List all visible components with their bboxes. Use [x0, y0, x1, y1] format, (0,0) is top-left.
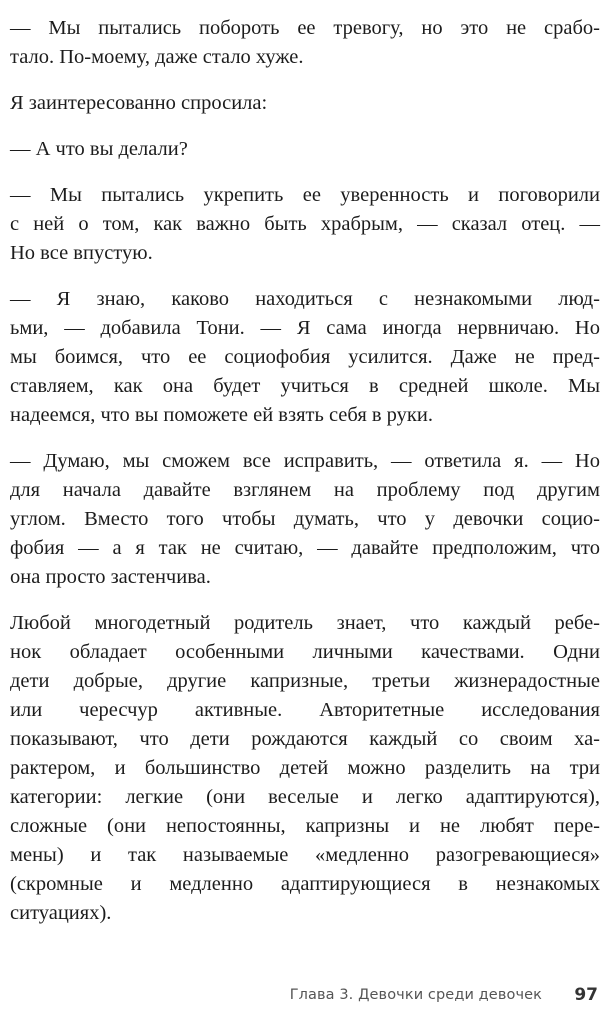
- text-line: — А что вы делали?: [10, 138, 188, 160]
- text-line: ситуациях).: [10, 902, 112, 924]
- text-line: категории: легкие (они веселые и легко адаптируются),: [10, 786, 600, 808]
- running-footer-chapter: Глава 3. Девочки среди девочек: [289, 987, 542, 1003]
- text-line: тало. По-моему, даже стало хуже.: [10, 46, 304, 68]
- paragraph: [10, 609, 600, 928]
- text-line: (скромные и медленно адаптирующиеся в незнакомых: [10, 873, 600, 895]
- text-line: — Я знаю, каково находиться с незнакомыми люд-: [10, 288, 600, 310]
- text-line: мены) и так называемые «медленно разогревающиеся»: [10, 844, 600, 866]
- text-line: нок обладает особенными личными качествами. Одни: [10, 641, 600, 663]
- text-line: Но все впустую.: [10, 242, 153, 264]
- text-line: Я заинтересованно спросила:: [10, 92, 268, 114]
- text-line: показывают, что дети рождаются каждый со своим ха-: [10, 728, 600, 750]
- paragraph: [10, 14, 600, 72]
- page-number: 97: [574, 985, 598, 1005]
- text-line: рактером, и большинство детей можно разделить на три: [10, 757, 600, 779]
- page-footer: [0, 985, 600, 1009]
- paragraph: [10, 135, 600, 164]
- text-line: дети добрые, другие капризные, третьи жизнерадостные: [10, 670, 600, 692]
- text-line: ьми, — добавила Тони. — Я сама иногда нервничаю. Но: [10, 317, 600, 339]
- text-line: фобия — а я так не считаю, — давайте предположим, что: [10, 537, 600, 559]
- text-line: для начала давайте взглянем на проблему под другим: [10, 479, 600, 501]
- text-line: Любой многодетный родитель знает, что каждый ребе-: [10, 612, 600, 634]
- text-line: она просто застенчива.: [10, 566, 211, 588]
- body-text: [10, 14, 600, 945]
- text-line: ставляем, как она будет учиться в средней школе. Мы: [10, 375, 600, 397]
- text-line: — Мы пытались побороть ее тревогу, но это не срабо-: [10, 17, 600, 39]
- text-line: — Думаю, мы сможем все исправить, — ответила я. — Но: [10, 450, 600, 472]
- text-line: с ней о том, как важно быть храбрым, — сказал отец. —: [10, 213, 600, 235]
- text-line: — Мы пытались укрепить ее уверенность и поговорили: [10, 184, 600, 206]
- paragraph: [10, 447, 600, 592]
- text-line: или чересчур активные. Авторитетные исследования: [10, 699, 600, 721]
- text-line: мы боимся, что ее социофобия усилится. Даже не пред-: [10, 346, 600, 368]
- paragraph: [10, 89, 600, 118]
- paragraph: [10, 181, 600, 268]
- paragraph: [10, 285, 600, 430]
- text-line: углом. Вместо того чтобы думать, что у девочки социо-: [10, 508, 600, 530]
- text-line: сложные (они непостоянны, капризны и не любят пере-: [10, 815, 600, 837]
- text-line: надеемся, что вы поможете ей взять себя в руки.: [10, 404, 433, 426]
